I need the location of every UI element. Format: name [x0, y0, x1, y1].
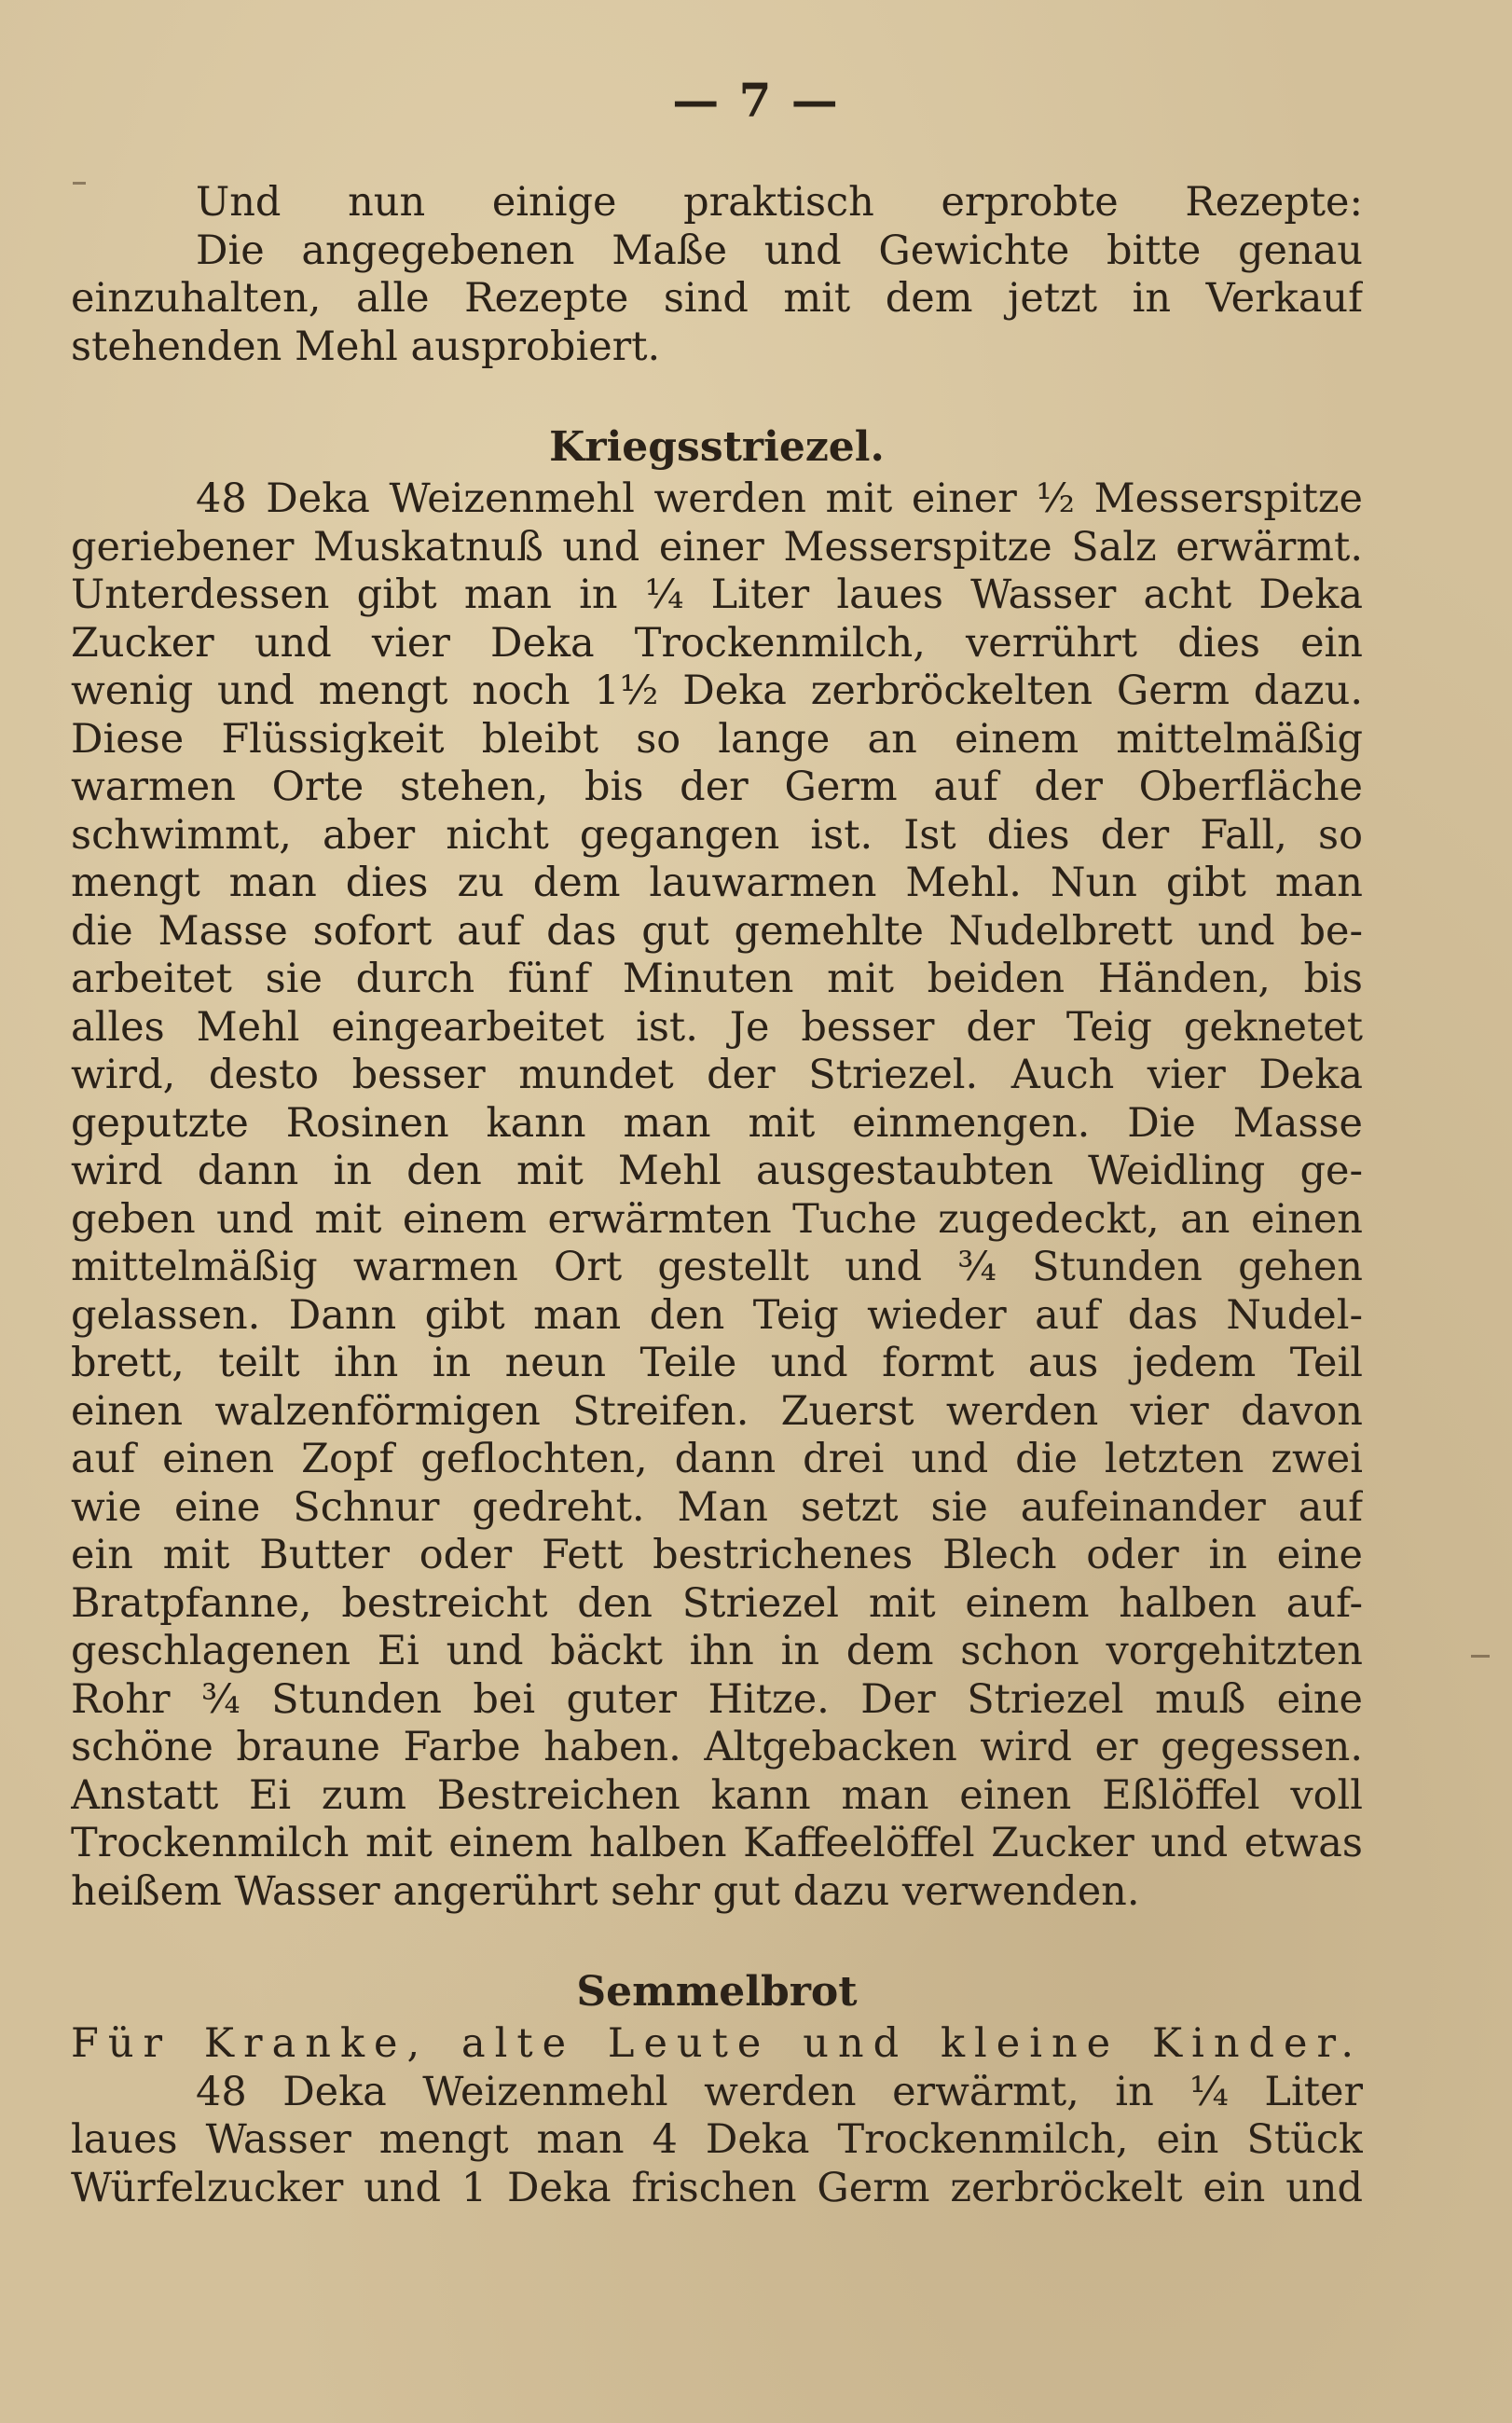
section-body	[71, 2069, 1363, 2213]
text-line: wie eine Schnur gedreht. Man setzt sie aufeinander auf	[71, 1483, 1363, 1531]
text-line: gelassen. Dann gibt man den Teig wieder auf das Nudel-	[71, 1291, 1363, 1339]
text-line: Diese Flüssigkeit bleibt so lange an einem mittelmäßig	[71, 715, 1363, 763]
text-line: auf einen Zopf geflochten, dann drei und die letzten zwei	[71, 1436, 1363, 1482]
text-line: heißem Wasser angerührt sehr gut dazu verwenden.	[71, 1867, 1140, 1915]
page-content	[71, 179, 1363, 2212]
text-line: ein mit Butter oder Fett bestrichenes Blech oder in eine	[71, 1532, 1363, 1578]
text-line: wenig und mengt noch 1½ Deka zerbröckelten Germ dazu.	[71, 668, 1363, 714]
text-line: Rohr ¾ Stunden bei guter Hitze. Der Striezel muß eine	[71, 1675, 1363, 1723]
section-title: Kriegsstriezel.	[549, 423, 885, 471]
text-line: 48 Deka Weizenmehl werden erwärmt, in ¼ Liter	[196, 2068, 1363, 2115]
text-line: mittelmäßig warmen Ort gestellt und ¾ Stunden gehen	[71, 1244, 1363, 1290]
text-line: geriebener Muskatnuß und einer Messerspitze Salz erwärmt.	[71, 523, 1363, 571]
text-line: schwimmt, aber nicht gegangen ist. Ist dies der Fall, so	[71, 811, 1363, 859]
text-line: warmen Orte stehen, bis der Germ auf der Oberfläche	[71, 764, 1363, 810]
text-line: die Masse sofort auf das gut gemehlte Nudelbrett und be-	[71, 907, 1363, 955]
text-line: mengt man dies zu dem lauwarmen Mehl. Nun gibt man	[71, 860, 1363, 906]
text-line: Bratpfanne, bestreicht den Striezel mit einem halben auf-	[71, 1579, 1363, 1627]
text-line: arbeitet sie durch fünf Minuten mit beiden Händen, bis	[71, 956, 1363, 1002]
text-line: einen walzenförmigen Streifen. Zuerst werden vier davon	[71, 1387, 1363, 1435]
text-line: geschlagenen Ei und bäckt ihn in dem schon vorgehitzten	[71, 1628, 1363, 1674]
text-line: Trockenmilch mit einem halben Kaffeelöffel Zucker und etwas	[71, 1820, 1363, 1866]
text-line: wird, desto besser mundet der Striezel. Auch vier Deka	[71, 1052, 1363, 1098]
text-line: schöne braune Farbe haben. Altgebacken wird er gegessen.	[71, 1724, 1363, 1770]
text-line: Würfelzucker und 1 Deka frischen Germ zerbröckelt ein und	[71, 2164, 1363, 2211]
text-line: alles Mehl eingearbeitet ist. Je besser der Teig geknetet	[71, 1003, 1363, 1051]
section-subtitle: Für Kranke, alte Leute und kleine Kinder.	[71, 2020, 1363, 2067]
text-line: 48 Deka Weizenmehl werden mit einer ½ Messerspitze	[196, 475, 1363, 522]
intro-line: einzuhalten, alle Rezepte sind mit dem jetzt in Verkauf	[71, 275, 1363, 322]
text-line: geputzte Rosinen kann man mit einmengen. Die Masse	[71, 1099, 1363, 1147]
text-line: Unterdessen gibt man in ¼ Liter laues Wasser acht Deka	[71, 571, 1363, 618]
section-body	[71, 475, 1363, 1916]
text-line: Zucker und vier Deka Trockenmilch, verrührt dies ein	[71, 619, 1363, 667]
intro-line: stehenden Mehl ausprobiert.	[71, 323, 661, 370]
text-line: wird dann in den mit Mehl ausgestaubten Weidling ge-	[71, 1148, 1363, 1194]
intro-line: Die angegebenen Maße und Gewichte bitte genau	[196, 227, 1363, 274]
section-title: Semmelbrot	[576, 1968, 858, 2016]
text-line: brett, teilt ihn in neun Teile und formt aus jedem Teil	[71, 1340, 1363, 1386]
print-mark	[1471, 1655, 1490, 1658]
text-line: geben und mit einem erwärmten Tuche zugedeckt, an einen	[71, 1195, 1363, 1243]
text-line: laues Wasser mengt man 4 Deka Trockenmilch, ein Stück	[71, 2116, 1363, 2163]
page-number: — 7 —	[672, 73, 840, 128]
text-line: Anstatt Ei zum Bestreichen kann man einen Eßlöffel voll	[71, 1771, 1363, 1819]
intro-line: Und nun einige praktisch erprobte Rezepte:	[196, 179, 1363, 226]
